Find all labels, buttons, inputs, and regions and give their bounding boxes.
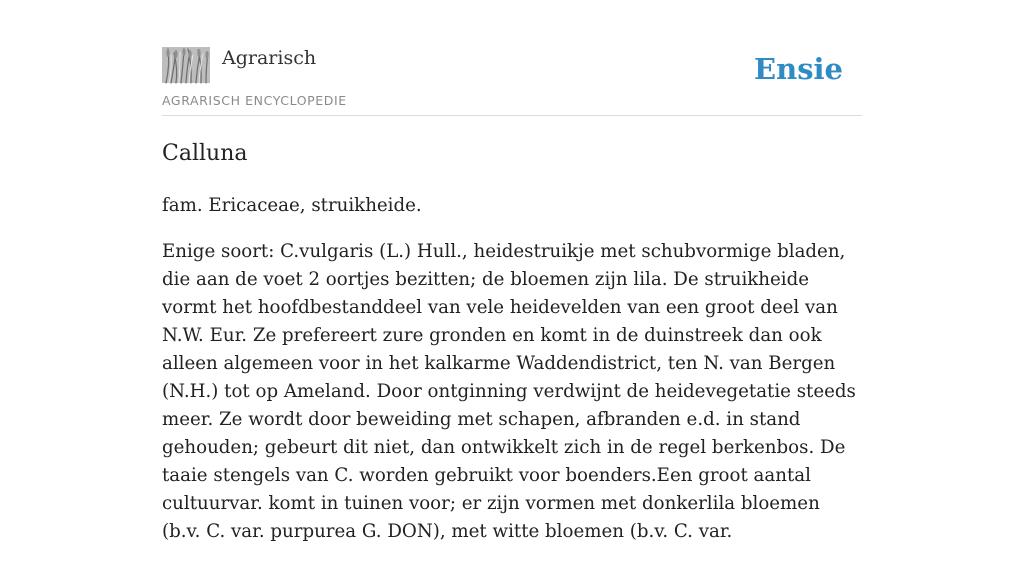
wheat-grass-photo-icon[interactable] — [162, 47, 210, 83]
site-header — [162, 0, 862, 116]
article-paragraph: fam. Ericaceae, struikheide. — [162, 195, 422, 216]
article-title: Calluna — [162, 141, 248, 166]
article-body — [162, 192, 862, 564]
ensie-brand-logo[interactable]: Ensie — [754, 52, 843, 86]
page-container — [162, 0, 862, 542]
site-subtitle: AGRARISCH ENCYCLOPEDIE — [162, 93, 347, 108]
article-paragraph: Enige soort: C.vulgaris (L.) Hull., heidestruikje met schubvormige bladen, die aan de voet 2 oortjes bezitten; de bloemen zijn lila. De struikheide vormt het hoofdbestanddeel van vele heidevelden van een groot deel van N.W. Eur. Ze prefereert zure gronden en komt in de duinstreek dan ook alleen algemeen voor in het kalkarme Waddendistrict, ten N. van Bergen (N.H.) tot op Ameland. Door ontginning verdwijnt de heidevegetatie steeds meer. Ze wordt door beweiding met schapen, afbranden e.d. in stand gehouden; gebeurt dit niet, dan ontwikkelt zich in de regel berkenbos. De taaie stengels van C. worden gebruikt voor boenders.Een groot aantal cultuurvar. komt in tuinen voor; er zijn vormen met donkerlila bloemen (b.v. C. var. purpurea G. DON), met witte bloemen (b.v. C. var. — [162, 241, 856, 542]
site-name[interactable]: Agrarisch — [222, 47, 317, 69]
